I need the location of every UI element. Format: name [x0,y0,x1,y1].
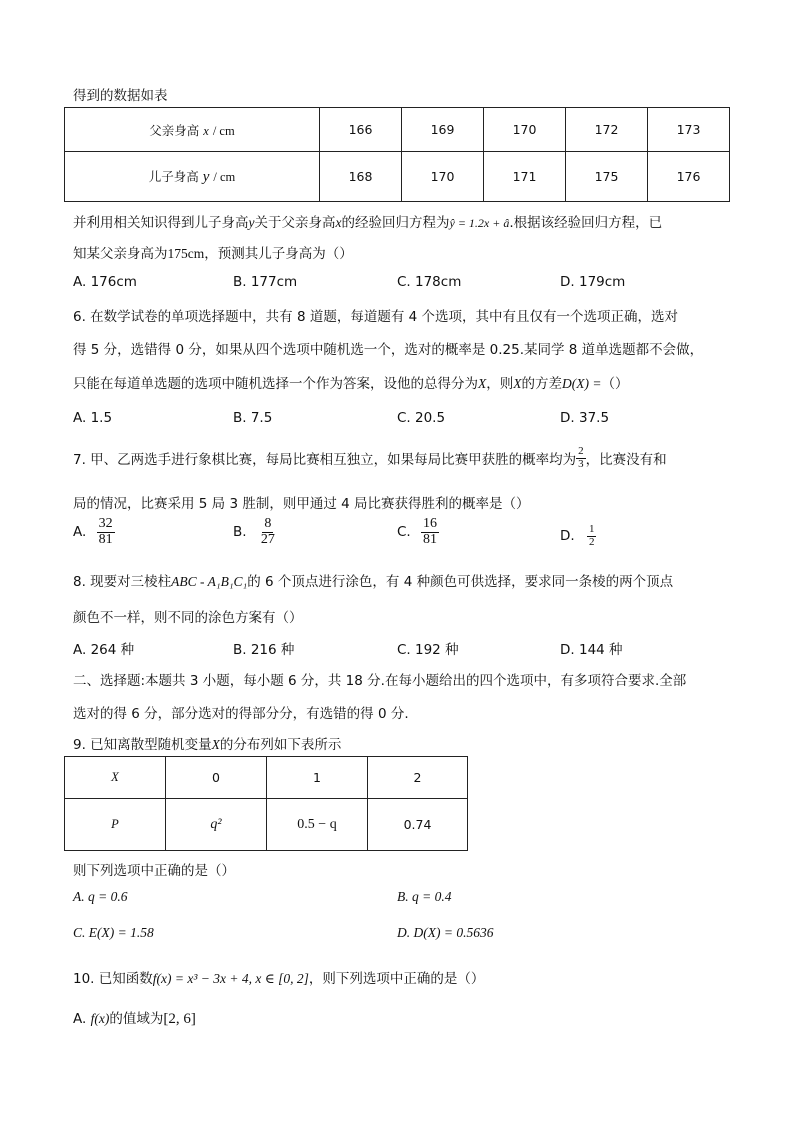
q7-option-b: B. $\frac{8}{27}$ [233,516,275,547]
q8-option-c: C. 192 种 [397,642,459,658]
q6-line3: 只能在每道单选题的选项中随机选择一个作为答案，设他的总得分为X，则X的方差D(X) =（） [73,376,629,392]
father-height-cell: 169 [402,108,484,152]
dist-cell-p2: 0.74 [368,799,468,851]
dist-header-1: 1 [267,757,368,799]
q6-option-b: B. 7.5 [233,410,273,426]
q10-option-a: A. f(x)的值域为[2, 6] [73,1011,196,1027]
q6-line1: 6. 在数学试卷的单项选择题中，共有 8 道题，每道题有 4 个选项，其中有且仅有一个选项正确，选对 [73,309,679,325]
q6-option-c: C. 20.5 [397,410,446,426]
q9-option-a: A. q = 0.6 [73,889,128,904]
son-height-cell: 170 [402,152,484,202]
q6-option-a: A. 1.5 [73,410,113,426]
q8-option-b: B. 216 种 [233,642,295,658]
dist-header-0: 0 [166,757,267,799]
father-height-cell: 172 [566,108,648,152]
q5-option-d: D. 179cm [560,274,626,290]
dist-cell-p0: q² [166,799,267,851]
dist-header-2: 2 [368,757,468,799]
q7-option-a: A. $\frac{32}{81}$ [73,516,113,547]
height-data-table [64,107,730,202]
q9-option-b: B. q = 0.4 [397,889,452,904]
q7-probability-fraction: $\frac{2}{3}$ [578,445,584,470]
q5-option-a: A. 176cm [73,274,137,290]
q6-line2: 得 5 分，选错得 0 分，如果从四个选项中随机选一个，选对的概率是 0.25.某同学 8 道单选题都不会做， [73,342,704,358]
son-height-header: 儿子身高 y / cm [65,152,320,202]
q8-line1: 8. 现要对三棱柱ABC - A₁B₁C₁的 6 个顶点进行涂色，有 4 种颜色可供选择，要求同一条棱的两个顶点 [73,574,674,590]
son-height-cell: 175 [566,152,648,202]
distribution-table [64,756,468,851]
q6-option-d: D. 37.5 [560,410,610,426]
q7-option-d: D. $\frac{1}{2}$ [560,523,595,548]
q8-option-a: A. 264 种 [73,642,135,658]
son-height-cell: 176 [648,152,730,202]
q8-line2: 颜色不一样，则不同的涂色方案有（） [73,610,303,626]
dist-cell-p1: 0.5 − q [267,799,368,851]
q9-option-c: C. E(X) = 1.58 [73,925,154,940]
q7-line1: 7. 甲、乙两选手进行象棋比赛，每局比赛相互独立，如果每局比赛甲获胜的概率均为 $\frac{2}{3}$ ，比赛没有和 [73,445,667,470]
section2-line2: 选对的得 6 分，部分选对的得部分分，有选错的得 0 分. [73,706,409,722]
q5-option-b: B. 177cm [233,274,298,290]
section2-line1: 二、选择题:本题共 3 小题，每小题 6 分，共 18 分.在每小题给出的四个选项中，有多项符合要求.全部 [73,673,687,689]
son-height-cell: 171 [484,152,566,202]
son-height-cell: 168 [320,152,402,202]
q7-line2: 局的情况，比赛采用 5 局 3 胜制，则甲通过 4 局比赛获得胜利的概率是（） [73,496,530,512]
q5-line2: 知某父亲身高为175cm，预测其儿子身高为（） [73,246,353,262]
q9-option-d: D. D(X) = 0.5636 [397,925,494,940]
intro-text: 得到的数据如表 [73,88,168,104]
father-height-cell: 166 [320,108,402,152]
q10-line1: 10. 已知函数f(x) = x³ − 3x + 4, x ∈ [0, 2]，则下列选项中正确的是（） [73,971,485,987]
q7-option-c: C. $\frac{16}{81}$ [397,516,438,547]
q9-prompt: 则下列选项中正确的是（） [73,863,235,879]
q5-option-c: C. 178cm [397,274,462,290]
father-height-cell: 170 [484,108,566,152]
dist-row-p: P [65,799,166,851]
q8-option-d: D. 144 种 [560,642,623,658]
father-height-header: 父亲身高 x / cm [65,108,320,152]
father-height-cell: 173 [648,108,730,152]
dist-header-x: X [65,757,166,799]
q5-line1: 并利用相关知识得到儿子身高y关于父亲身高x的经验回归方程为ŷ = 1.2x + â.根据该经验回归方程，已 [73,215,663,231]
q9-line1: 9. 已知离散型随机变量X的分布列如下表所示 [73,737,342,753]
